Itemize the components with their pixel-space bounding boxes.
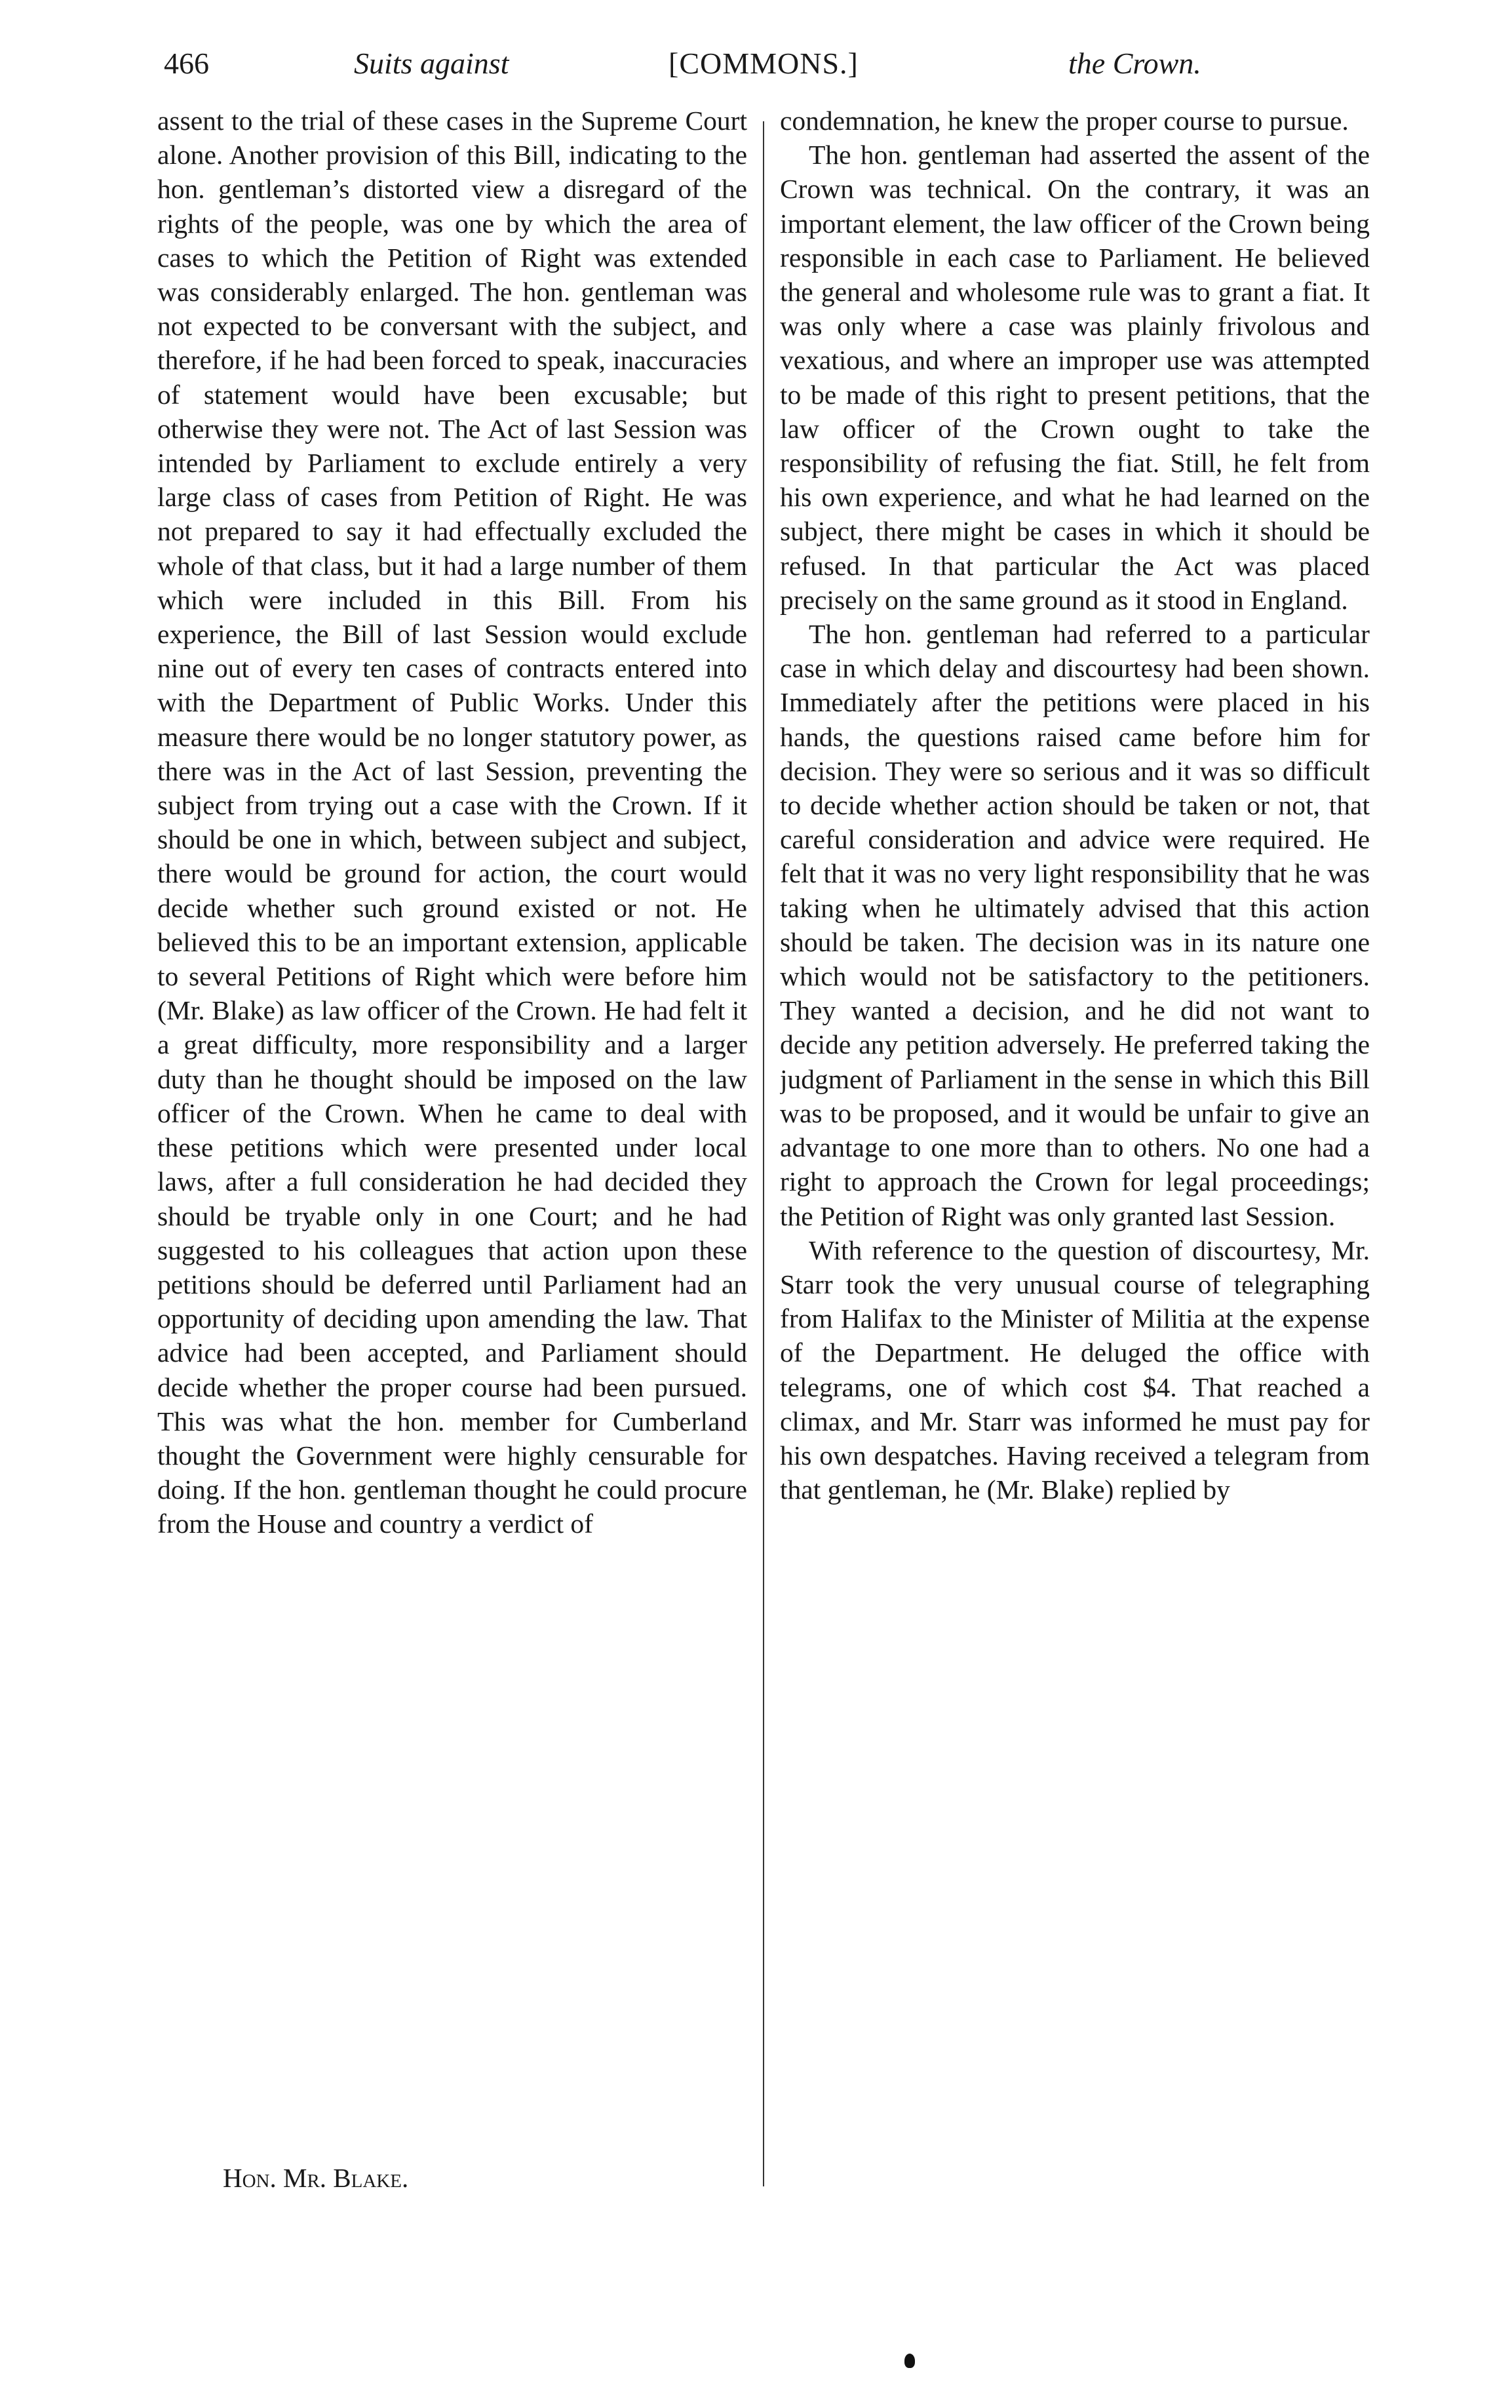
- right-paragraph-1: condemnation, he knew the proper course to pursue.: [780, 106, 1349, 136]
- ink-blot: [904, 2354, 915, 2368]
- right-paragraph-2: The hon. gentleman had asserted the assent of the Crown was technical. On the contrary, it was an important element, the law officer of the Crown being responsible in each case to Parliament. He believed the general and wholesome rule was to grant a fiat. It was only where a case was plainly frivolous and vexatious, and where an improper use was attempted to be made of this right to present petitions, that the law officer of the Crown ought to take the responsibility of refusing the fiat. Still, he felt from his own experience, and what he had learned on the subject, there might be cases in which it should be refused. In that particular the Act was placed precisely on the same ground as it stood in England.: [780, 140, 1370, 615]
- column-divider: [763, 121, 764, 2186]
- header-left-title: Suits against: [354, 47, 509, 80]
- header-center-title: [COMMONS.]: [669, 47, 859, 80]
- left-paragraph-1: assent to the trial of these cases in the Supreme Court alone. Another provision of this Bill, indicating to the hon. gentleman’s distorted view a disregard of the rights of the people, was one by which the area of cases to which the Petition of Right was extended was considerably enlarged. The hon. gentleman was not expected to be conversant with the subject, and therefore, if he had been forced to speak, inaccuracies of statement would have been excusable; but otherwise they were not. The Act of last Session was intended by Parliament to exclude entirely a very large class of cases from Petition of Right. He was not prepared to say it had effectually excluded the whole of that class, but it had a large number of them which were included in this Bill. From his experience, the Bill of last Session would exclude nine out of every ten cases of contracts entered into with the Department of Public Works. Under this measure there would be no longer statutory power, as there was in the Act of last Session, preventing the subject from trying out a case with the Crown. If it should be one in which, between subject and subject, there would be ground for action, the court would decide whether such ground existed or not. He believed this to be an important extension, applicable to several Petitions of Right which were before him (Mr. Blake) as law officer of the Crown. He had felt it a great difficulty, more responsibility and a larger duty than he thought should be imposed on the law officer of the Crown. When he came to deal with these petitions which were presented under local laws, after a full consideration he had decided they should be tryable only in one Court; and he had suggested to his colleagues that action upon these petitions should be deferred until Parliament had an opportunity of deciding upon amending the law. That advice had been accepted, and Parliament should decide whether the proper course had been pursued. This was what the hon. member for Cumberland thought the Government were highly censurable for doing. If the hon. gentleman thought he could procure from the House and country a verdict of: [157, 106, 747, 1539]
- right-paragraph-4: With reference to the question of discourtesy, Mr. Starr took the very unusual course of telegraphing from Halifax to the Minister of Militia at the expense of the Department. He deluged the office with telegrams, one of which cost $4. That reached a climax, and Mr. Starr was informed he must pay for his own despatches. Having received a telegram from that gentleman, he (Mr. Blake) replied by: [780, 1234, 1370, 1505]
- left-column: [157, 104, 747, 2188]
- right-paragraph-3: The hon. gentleman had referred to a particular case in which delay and discourtesy had been shown. Immediately after the petitions were placed in his hands, the questions raised came before him for decision. They were so serious and it was so difficult to decide whether action should be taken or not, that careful consideration and advice were required. He felt that it was no very light responsibility that he was taking when he ultimately advised that this action should be taken. The decision was in its nature one which would not be satisfactory to the petitioners. They wanted a decision, and he did not want to decide any petition adversely. He preferred taking the judgment of Parliament in the sense in which this Bill was to be proposed, and it would be unfair to give an advantage to one more than to others. No one had a right to approach the Crown for legal proceedings; the Petition of Right was only granted last Session.: [780, 619, 1370, 1231]
- speaker-footer: Hon. Mr. Blake.: [223, 2163, 409, 2193]
- header-right-title: the Crown.: [1068, 47, 1201, 80]
- running-header: [164, 41, 1219, 87]
- page-number: 466: [164, 47, 209, 80]
- right-column: [780, 104, 1370, 2188]
